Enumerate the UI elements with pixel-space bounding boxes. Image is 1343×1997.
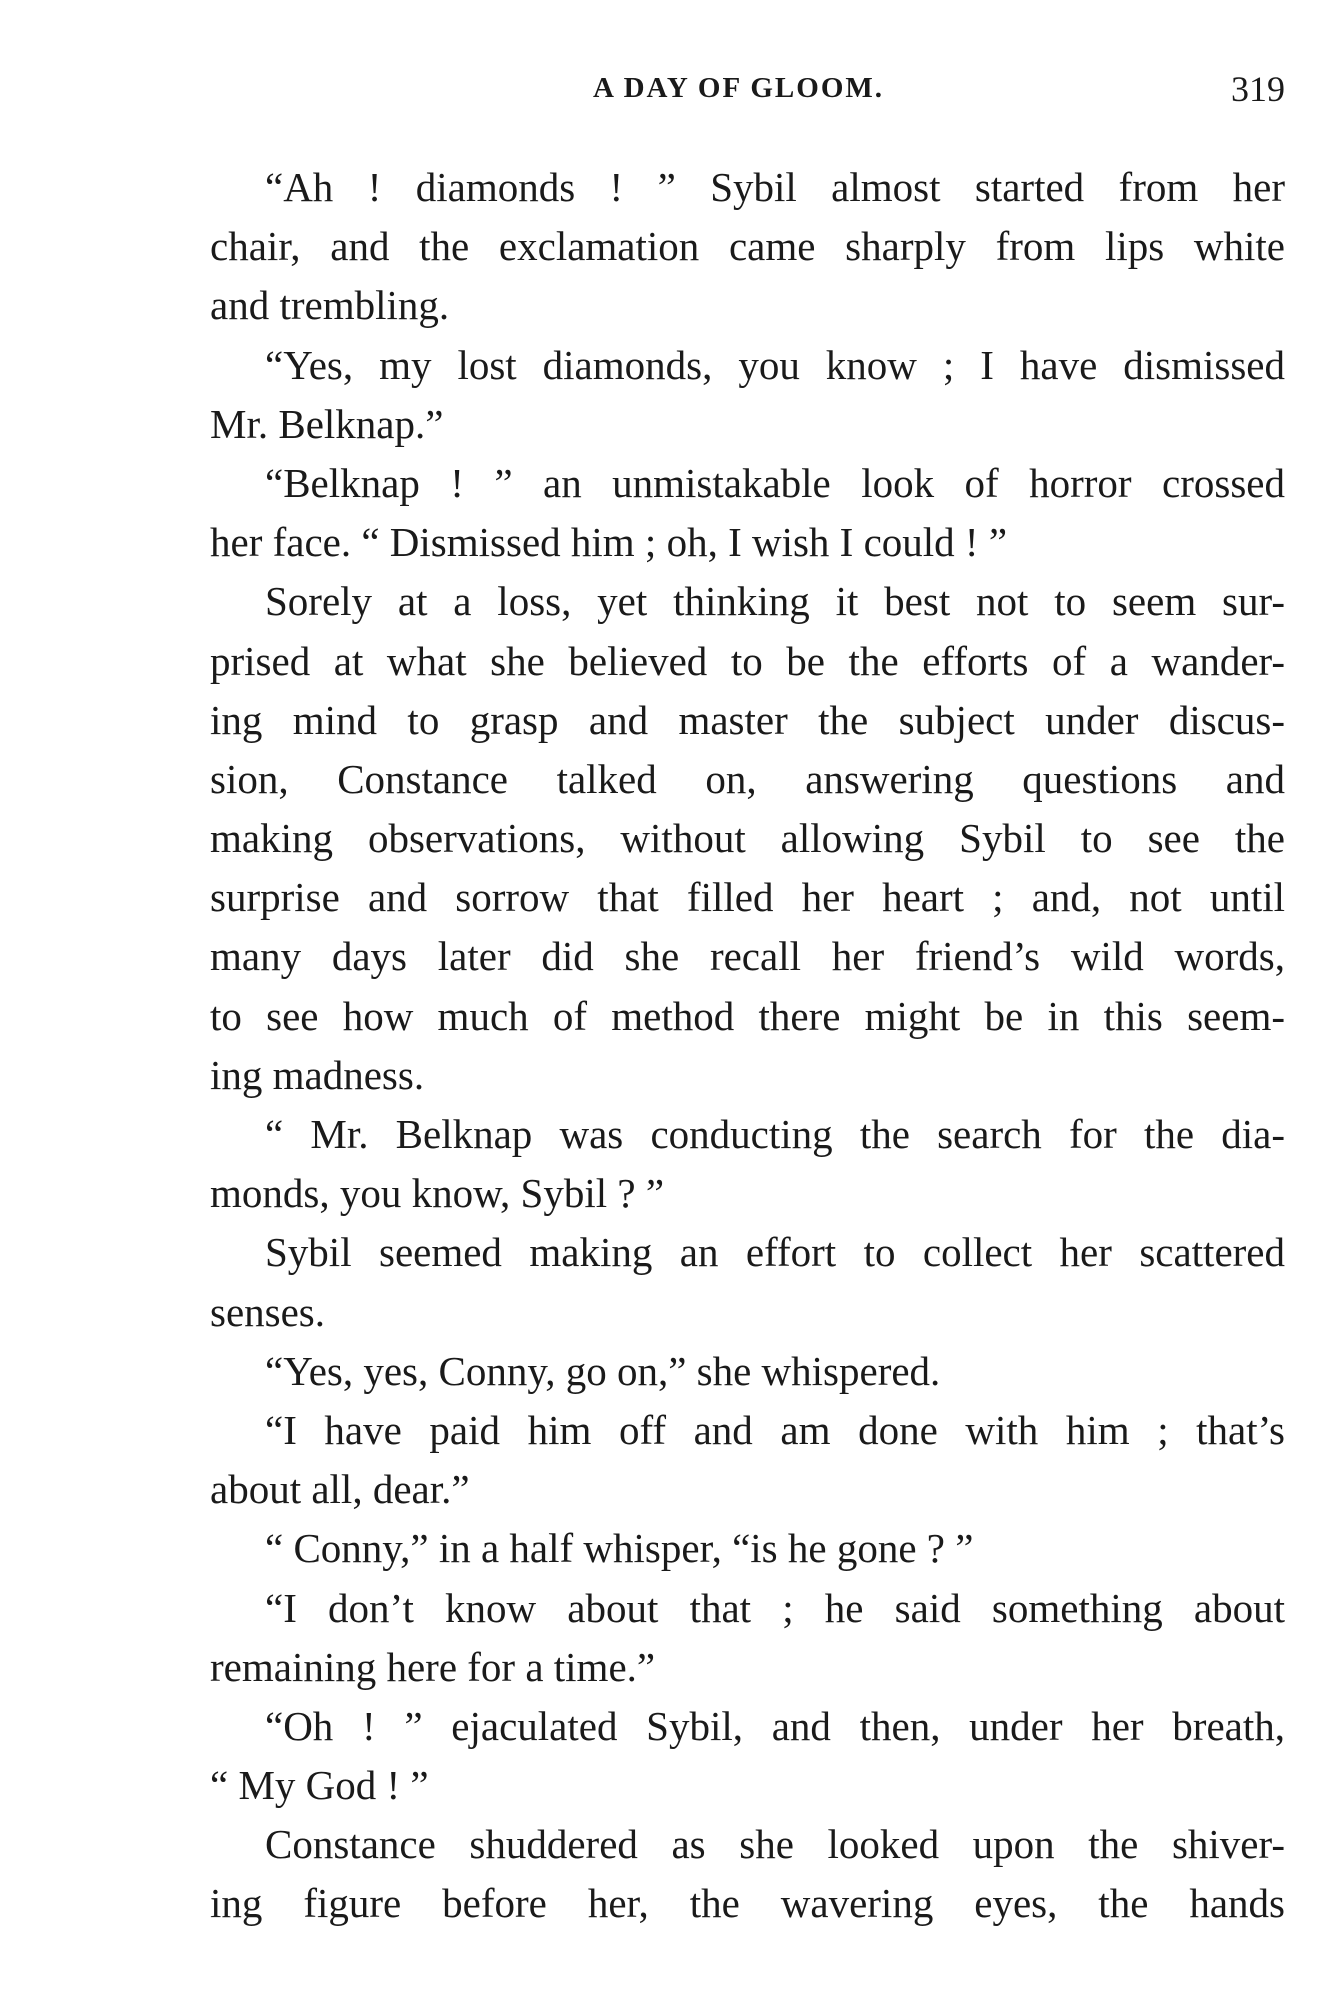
- text-line: chair, and the exclamation came sharply from lips white: [210, 223, 1285, 270]
- text-line: “I have paid him off and am done with him ; that’s: [265, 1406, 1285, 1453]
- text-line: and trembling.: [210, 282, 450, 329]
- text-line: Sorely at a loss, yet thinking it best not to seem sur-: [265, 578, 1285, 625]
- text-line: many days later did she recall her friend’s wild words,: [210, 933, 1285, 980]
- text-line: ing madness.: [210, 1051, 425, 1098]
- page-header: [210, 69, 1285, 122]
- text-line: Sybil seemed making an effort to collect her scattered: [265, 1229, 1285, 1276]
- text-line: Mr. Belknap.”: [210, 400, 444, 447]
- text-line: prised at what she believed to be the efforts of a wander-: [210, 637, 1285, 684]
- text-line: ing figure before her, the wavering eyes, the hands: [210, 1880, 1285, 1927]
- text-line: surprise and sorrow that filled her heart ; and, not until: [210, 874, 1285, 921]
- text-line: about all, dear.”: [210, 1466, 470, 1513]
- text-line: “ My God ! ”: [210, 1762, 429, 1809]
- text-line: “Yes, yes, Conny, go on,” she whispered.: [265, 1347, 941, 1394]
- body-text: [210, 158, 1285, 1934]
- page-number: 319: [1231, 69, 1285, 109]
- text-line: Constance shuddered as she looked upon the shiver-: [265, 1821, 1285, 1868]
- text-line: “Yes, my lost diamonds, you know ; I have dismissed: [265, 341, 1285, 388]
- text-line: monds, you know, Sybil ? ”: [210, 1170, 665, 1217]
- text-line: remaining here for a time.”: [210, 1643, 656, 1690]
- text-line: senses.: [210, 1288, 326, 1335]
- text-line: ing mind to grasp and master the subject under discus-: [210, 696, 1285, 743]
- text-line: “Ah ! diamonds ! ” Sybil almost started from her: [265, 164, 1285, 210]
- text-line: her face. “ Dismissed him ; oh, I wish I could ! ”: [210, 519, 1008, 566]
- text-line: “ Mr. Belknap was conducting the search for the dia-: [265, 1111, 1285, 1157]
- text-line: to see how much of method there might be in this seem-: [210, 992, 1285, 1039]
- text-line: “Oh ! ” ejaculated Sybil, and then, under her breath,: [265, 1702, 1285, 1749]
- text-line: “I don’t know about that ; he said something about: [265, 1584, 1285, 1631]
- text-line: “ Conny,” in a half whisper, “is he gone ? ”: [265, 1525, 974, 1572]
- text-line: “Belknap ! ” an unmistakable look of horror crossed: [265, 459, 1285, 506]
- text-line: making observations, without allowing Sybil to see the: [210, 815, 1285, 862]
- running-head: A DAY OF GLOOM.: [593, 72, 885, 104]
- text-line: sion, Constance talked on, answering questions and: [210, 755, 1285, 802]
